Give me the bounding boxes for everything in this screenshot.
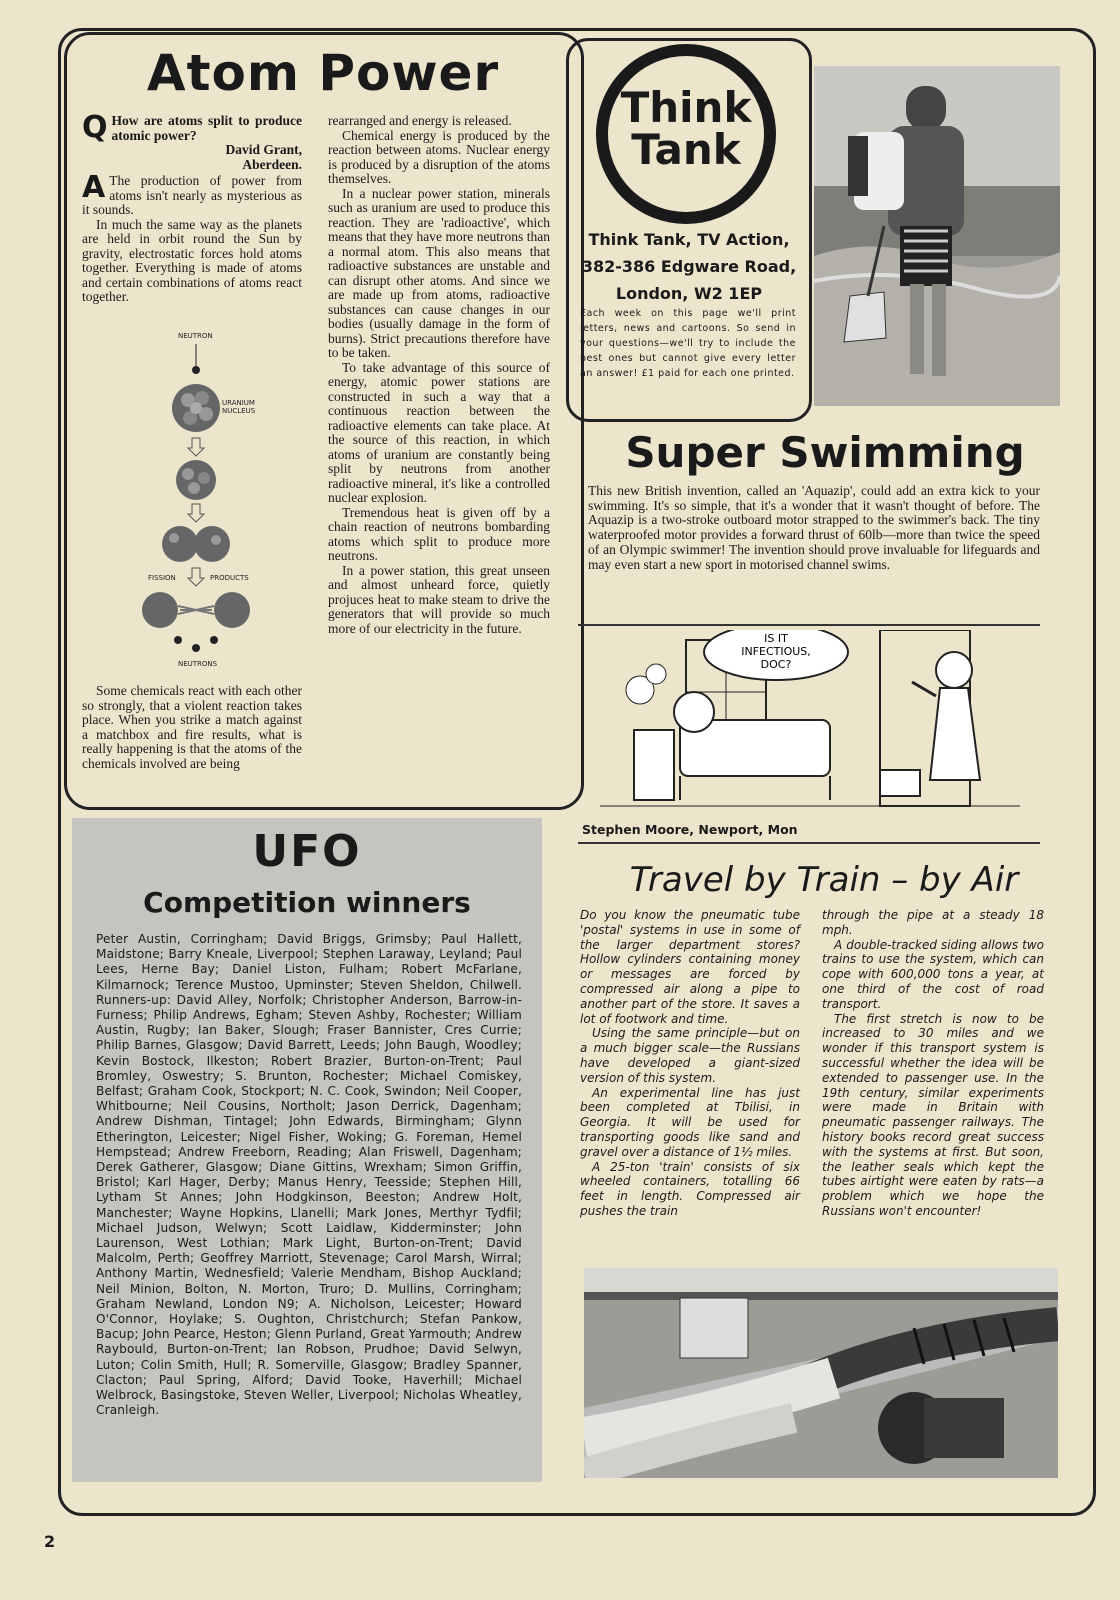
train-column-1 (580, 908, 800, 1219)
super-swimming-title: Super Swimming (625, 428, 1025, 477)
arrow-down (188, 568, 204, 586)
uranium-nucleus (172, 384, 220, 432)
train-para: through the pipe at a steady 18 mph. (822, 908, 1044, 937)
q-letter: Q (82, 110, 108, 145)
train-column-2 (822, 908, 1044, 1219)
nucleus-stage-2 (176, 460, 216, 500)
question-text: How are atoms split to produce atomic power? (111, 113, 302, 143)
neutron-particle (192, 366, 200, 374)
address-line: London, W2 1EP (615, 284, 763, 303)
question-block (82, 110, 302, 172)
answer-para: In much the same way as the planets are held in orbit round the Sun by gravity, electrostatic forces hold atoms together. Everything is made of atoms and certain combinations of atoms react together. (82, 216, 302, 304)
asker-name: David Grant, (225, 142, 302, 157)
asker-town: Aberdeen. (242, 156, 302, 172)
ufo-title: UFO (252, 826, 362, 877)
answer-para: rearranged and energy is released. (328, 113, 512, 128)
answer-para: Some chemicals react with each other so strongly, that a violent reaction takes place. When you strike a match against a matchbox and fire results, what is really happening is that the atoms of the chemicals involved are being (82, 683, 302, 771)
pneumatic-pipeline-photo (584, 1268, 1058, 1478)
a-letter: A (82, 170, 106, 205)
page-number: 2 (44, 1532, 56, 1551)
fission-products (142, 592, 250, 652)
logo-tank: Tank (631, 125, 741, 174)
atom-column-2 (328, 114, 550, 636)
answer-para: The production of power from atoms isn't nearly as mysterious as it sounds. (82, 173, 302, 217)
label-neutrons: NEUTRONS (178, 660, 218, 668)
aquazip-photo (814, 66, 1060, 406)
answer-para: Tremendous heat is given off by a chain reaction of neutrons bombarding atoms which split to produce more neutrons. (328, 504, 550, 563)
super-swimming-body: This new British invention, called an 'Aquazip', could add an extra kick to your swimming. It's so simple, that it's a wonder that it wasn't thought of before. The Aquazip is a two-stroke outboard motor strapped to the swimmer's back. The tiny waterproofed motor provides a forward thrust of 60lb—more than twice the speed of an Olympic swimmer! The invention should prove invaluable for lifeguards and may even start a new sport in motorised channel swims. (588, 483, 1040, 572)
answer-para: In a power station, this great unseen and almost unheard force, quietly projuces heat to make steam to drive the generators that will provide so much more of our electricity in the future. (328, 562, 550, 636)
answer-para: Chemical energy is produced by the reaction between atoms. Nuclear energy is produced by a disruption of the atoms themselves. (328, 127, 550, 186)
train-para: A double-tracked siding allows two trains to use the system, which can cope with 600,000 tons a year, at one third of the cost of road transport. (822, 937, 1044, 1011)
nucleus-stage-3 (162, 526, 230, 562)
train-para: Using the same principle—but on a much bigger scale—the Russians have developed a giant-sized version of this system. (580, 1026, 800, 1085)
speech-line: INFECTIOUS, (741, 645, 811, 658)
speech-line: DOC? (760, 658, 792, 671)
answer-block (82, 170, 302, 305)
arrow-down (188, 504, 204, 522)
label-products: PRODUCTS (210, 574, 249, 582)
bedside-table (634, 730, 674, 800)
speech-line: IS IT (764, 632, 788, 645)
ufo-subtitle: Competition winners (143, 886, 471, 919)
patient-head (674, 692, 714, 732)
atom-column-1-bottom (82, 684, 302, 771)
ufo-winners-list: Peter Austin, Corringham; David Briggs, Grimsby; Paul Hallett, Maidstone; Barry Kneale, Liverpool; Stephen Laraway, Leyland; Paul Lees, Herne Bay; Daniel Liston, Fulham; Robert McFarlane, Kilmarnock; Terence Mustoo, Upminster; Steven Sheldon, Chilwell. Runners-up: David Alley, Norfolk; Christopher Anderson, Barrow-in-Furness; Philip Andrews, Egham; Steven Ashby, Rochester; William Austin, Rugby; Ian Baker, Slough; Fraser Bannister, Cres Currie; Philip Barnes, Glasgow; David Barrett, Leeds; John Baugh, Woodley; Kevin Bostock, Ilkeston; Robert Brazier, Burton-on-Trent; Paul Bromley, Oswestry; S. Brunton, Rochester; Michael Comiskey, Belfast; Graham Cook, Stockport; N. C. Cook, Swindon; Neil Cooper, Whitbourne; Neil Cousins, Northolt; Jason Derrick, Dagenham; Andrew Dishman, Tintagel; John Edwards, Birmingham; Glynn Etherington, Leicester; Nigel Fisher, Woking; G. Foreman, Hemel Hempstead; Andrew Freeborn, Reading; Alan Friswell, Dagenham; Derek Gatherer, Glasgow; Diane Gittins, Wrexham; Simon Griffin, Bristol; Karl Hager, Derby; Manus Henry, Teesside; Stephen Hill, Lytham St Annes; John Hodgkinson, Beeston; Andrew Holt, Manchester; Wayne Hopkins, Llanelli; Mark Jones, Merthyr Tydfil; Michael Judson, Welwyn; Scott Laidlaw, Kidderminster; John Laurenson, West Lothian; Mark Light, Burton-on-Trent; David Malcolm, Perth; Geoffrey Marriott, Stevenage; Carol Marsh, Wirral; Anthony Martin, Wednesfield; Valerie Mendham, Bishop Auckland; Neil Minion, Bolton, N. Morton, Truro; D. Mullins, Corringham; Graham Newland, London N9; A. Nicholson, Leicester; Howard O'Connor, Hoylake; S. Oughton, Christchurch; Stefan Pankow, Bacup; John Pearce, Heston; Glenn Purland, Great Yarmouth; Andrew Raybould, Burton-on-Trent; Ian Robson, Prudhoe; David Selwyn, Luton; Colin Smith, Hull; R. Somerville, Glasgow; Bradley Spanner, Clacton; Paul Spring, Alford; David Tooke, Haverhill; Michael Welbrock, Basingstoke, Steven Weller, Liverpool; Nicholas Wheatley, Cranleigh. (96, 932, 522, 1418)
doctor-bag (880, 770, 920, 796)
label-neutron: NEUTRON (178, 332, 213, 340)
answer-para: To take advantage of this source of energy, atomic power stations are constructed in such a way that a continuous reaction between the radioactive elements can take place. At the source of this reaction, in which atoms of uranium are constantly being split by neutrons from another radioactive mineral, it's like a controlled nuclear explosion. (328, 359, 550, 505)
atom-power-title: Atom Power (146, 44, 500, 102)
label-fission: FISSION (148, 574, 176, 582)
cartoon-caption: Stephen Moore, Newport, Mon (582, 822, 798, 837)
think-tank-blurb: Each week on this page we'll print letters, news and cartoons. So send in your questions—we'll try to include the best ones but cannot give every letter an answer! £1 paid for each one printed. (580, 308, 796, 379)
divider (578, 842, 1040, 844)
train-para: The first stretch is now to be increased to 30 miles and we wonder if this transport system is successful whether the idea will be extended to passenger use. In the 19th century, similar experiments were made in Britain with pneumatic passenger railways. The history books record great success with the systems at first. But soon, the leather seals which kept the tubes airtight were eaten by rats—a problem which we hope the Russians won't encounter! (822, 1011, 1044, 1218)
address-line: 382-386 Edgware Road, (581, 257, 797, 276)
address-line: Think Tank, TV Action, (588, 230, 790, 249)
train-para: Do you know the pneumatic tube 'postal' systems in use in some of the larger department stores? Hollow cylinders containing money or messages are forced by compressed air along a pipe to another part of the store. It saves a lot of footwork and time. (580, 908, 800, 1026)
arrow-down (188, 438, 204, 456)
answer-para: In a nuclear power station, minerals such as uranium are used to produce this reaction. They are 'radioactive', which means that they have more neutrons than a normal atom. This also means that radioactive substances are unstable and can disrupt other atoms. And since we are made up from atoms, radioactive substances can cause changes in our bodies (usually damage in the form of burns). Strict precautions therefore have to be taken. (328, 185, 550, 360)
cartoon-illustration (590, 630, 1020, 818)
label-nucleus: NUCLEUS (222, 407, 256, 415)
train-para: An experimental line has just been completed at Tbilisi, in Georgia. It will be used for transporting goods like sand and gravel over a distance of 1½ miles. (580, 1085, 800, 1159)
label-uranium: URANIUM (222, 399, 255, 407)
doctor-head (936, 652, 972, 688)
logo-think: Think (620, 83, 752, 132)
think-tank-logo (578, 42, 794, 228)
atom-column-1 (82, 110, 302, 305)
train-title: Travel by Train – by Air (629, 860, 1019, 900)
fission-diagram (130, 330, 280, 680)
divider (578, 624, 1040, 626)
think-tank-address (580, 226, 798, 307)
train-para: A 25-ton 'train' consists of six wheeled containers, totalling 66 feet in length. Compressed air pushes the train (580, 1159, 800, 1218)
